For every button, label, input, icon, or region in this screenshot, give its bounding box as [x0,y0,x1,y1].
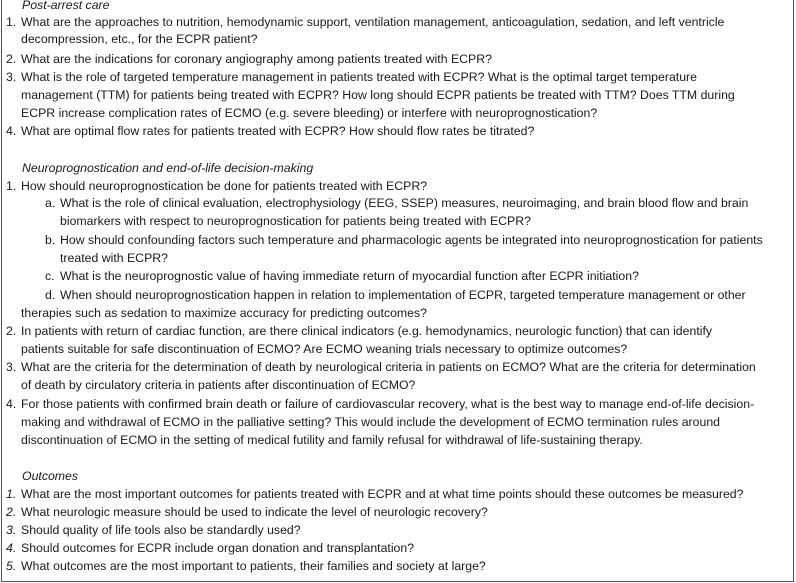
post-arrest-item-3-num: 3. [6,70,17,84]
neuro-item-4-num: 4. [6,397,17,411]
post-arrest-item-3-line-3: ECPR increase complication rates of ECMO (e.g. severe bleeding) or interfere with neuroprognostication? [21,106,598,120]
neuro-item-2-line-1: In patients with return of cardiac function, are there clinical indicators (e.g. hemodynamics, neurologic function) that can identify [21,324,713,338]
neuro-item-1-num: 1. [6,179,17,193]
neuro-item-3-line-1: What are the criteria for the determination of death by neurological criteria in patients on ECMO? What are the criteria for determination [21,360,756,374]
heading-outcomes: Outcomes [22,469,79,483]
outcomes-item-4-num: 4. [6,541,17,555]
outcomes-item-2-num: 2. [6,505,17,519]
post-arrest-item-3-line-2: management (TTM) for patients being treated with ECPR? How long should ECPR patients be treated with TTM? Does TTM during [21,88,735,102]
neuro-item-3-line-2: of death by circulatory criteria in patients after discontinuation of ECMO? [21,378,416,392]
outcomes-item-5-num: 5. [6,559,17,573]
post-arrest-item-2-line-1: What are the indications for coronary angiography among patients treated with ECPR? [21,52,492,66]
outcomes-item-2-text: What neurologic measure should be used to indicate the level of neurologic recovery? [21,505,488,519]
post-arrest-item-4-num: 4. [6,124,17,138]
neuro-sub-d-line-2: therapies such as sedation to maximize accuracy for predicting outcomes? [21,306,427,320]
neuro-sub-b-num: b. [45,233,56,247]
post-arrest-item-1-line-1: What are the approaches to nutrition, hemodynamic support, ventilation management, anticoagulation, sedation, and left ventricle [21,15,725,29]
heading-post-arrest-care: Post-arrest care [22,0,110,12]
post-arrest-item-2-num: 2. [6,52,17,66]
neuro-sub-a-line-1: What is the role of clinical evaluation, electrophysiology (EEG, SSEP) measures, neuroimaging, and brain blood flow and brain [60,196,749,210]
neuro-item-1-line-1: How should neuroprognostication be done for patients treated with ECPR? [21,179,428,193]
neuro-item-2-num: 2. [6,324,17,338]
outcomes-item-1-text: What are the most important outcomes for patients treated with ECPR and at what time points should these outcomes be measured? [21,487,744,501]
outcomes-item-1-num: 1. [6,487,17,501]
neuro-sub-c-num: c. [45,269,55,283]
neuro-item-3-num: 3. [6,360,17,374]
post-arrest-item-3-line-1: What is the role of targeted temperature management in patients treated with ECPR? What is the optimal target temperature [21,70,697,84]
neuro-sub-d-line-1: When should neuroprognostication happen in relation to implementation of ECPR, targeted temperature management or other [60,288,746,302]
neuro-item-2-line-2: patients suitable for safe discontinuation of ECMO? Are ECMO weaning trials necessary to optimize outcomes? [21,342,628,356]
neuro-item-4-line-3: discontinuation of ECMO in the setting of medical futility and family refusal for withdrawal of life-sustaining therapy. [21,433,643,447]
neuro-sub-b-line-2: treated with ECPR? [60,251,168,265]
post-arrest-item-1-line-2: decompression, etc., for the ECPR patient? [21,32,258,46]
neuro-item-4-line-2: making and withdrawal of ECMO in the palliative setting? This would include the development of ECMO termination rules around [21,415,721,429]
neuro-sub-c-line-1: What is the neuroprognostic value of having immediate return of myocardial function after ECPR initiation? [60,269,639,283]
outcomes-item-3-num: 3. [6,523,17,537]
outcomes-item-4-text: Should outcomes for ECPR include organ donation and transplantation? [21,541,415,555]
neuro-item-4-line-1: For those patients with confirmed brain death or failure of cardiovascular recovery, what is the best way to manage end-of-life decision- [21,397,755,411]
post-arrest-item-4-line-1: What are optimal flow rates for patients treated with ECPR? How should flow rates be titrated? [21,124,535,138]
heading-neuroprognostication: Neuroprognostication and end-of-life decision-making [22,161,314,175]
neuro-sub-d-num: d. [45,288,56,302]
neuro-sub-b-line-1: How should confounding factors such temperature and pharmacologic agents be integrated into neuroprognostication for patients [60,233,763,247]
outcomes-item-3-text: Should quality of life tools also be standardly used? [21,523,301,537]
neuro-sub-a-line-2: biomarkers with respect to neuroprognostication for patients being treated with ECPR? [60,214,531,228]
outcomes-item-5-text: What outcomes are the most important to patients, their families and society at large? [21,559,486,573]
neuro-sub-a-num: a. [45,196,56,210]
post-arrest-item-1-num: 1. [6,15,17,29]
